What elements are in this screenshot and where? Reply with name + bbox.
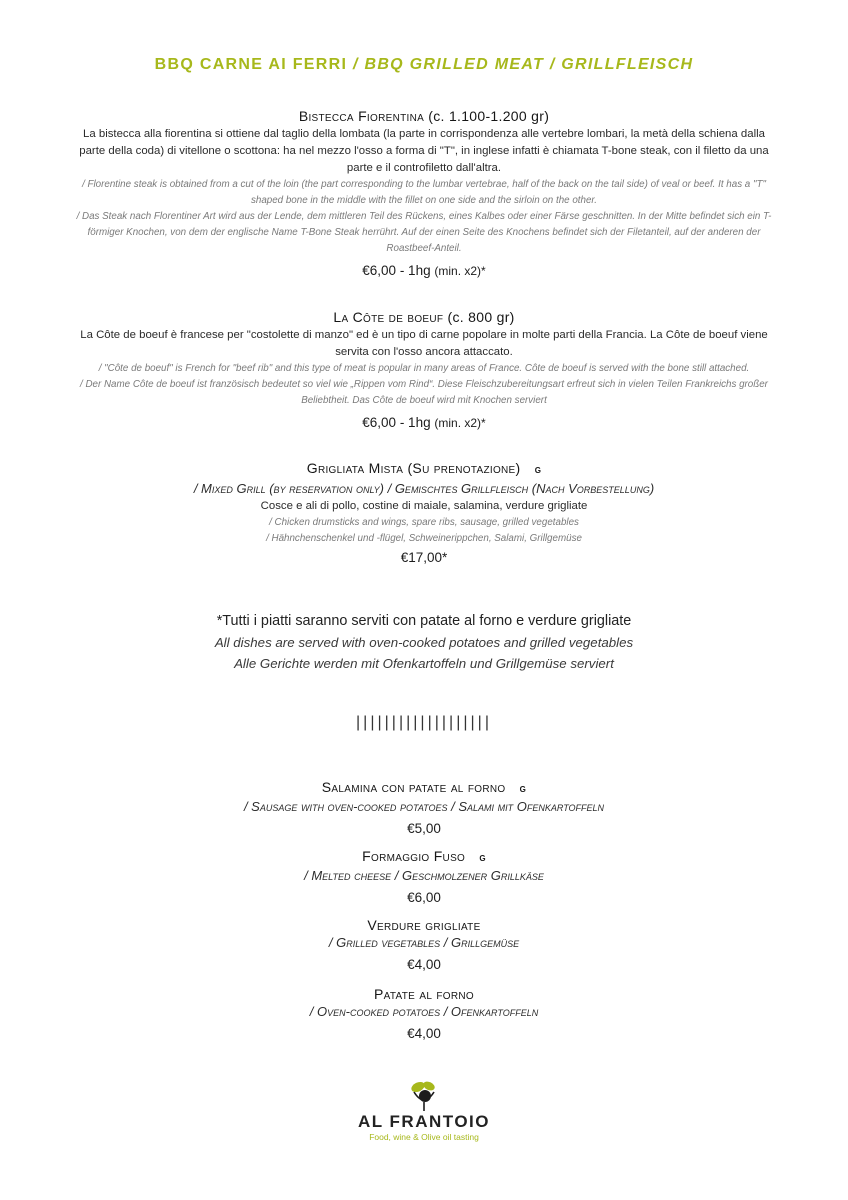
dish-description-it: La Côte de boeuf è francese per "costolette di manzo" ed è un tipo di carne popolare in molte parti della Francia. La Côte de boeuf viene servita con l'osso ancora attaccato. bbox=[80, 329, 768, 358]
dish-description-de: / Das Steak nach Florentiner Art wird aus der Lende, dem mittleren Teil des Rückens, eines Kalbes oder einer Färse geschnitten. In der Mitte befindet sich ein T-förmiger Knochen, von dem der englische Name T-Bone Steak herrührt. Auf der einen Seite des Knochens befindet sich der Filetanteil, auf der anderen der Roastbeef-Anteil. bbox=[76, 211, 772, 254]
dish-title: Grigliata Mista (Su prenotazione) bbox=[306, 460, 521, 476]
dish-description-en: / Florentine steak is obtained from a cut of the loin (the part corresponding to the lumbar vertebrae, half of the back on the tail side) of veal or beef. It has a "T" shaped bone in the middle with the fillet on one side and the sirloin on the other. bbox=[82, 179, 766, 206]
side-formaggio bbox=[0, 847, 848, 911]
side-title: Patate al forno bbox=[374, 986, 474, 1002]
dish-weight: (c. 1.100-1.200 gr) bbox=[428, 108, 550, 124]
dish-price bbox=[0, 415, 848, 430]
side-marker: g bbox=[519, 783, 527, 795]
price-value: €6,00 - 1hg bbox=[362, 263, 431, 278]
dish-grigliata-mista bbox=[0, 458, 848, 565]
dish-description-en: / "Côte de boeuf" is French for "beef rib" and this type of meat is popular in many areas of France. Côte de boeuf is served with the bone still attached. bbox=[98, 363, 750, 374]
side-patate bbox=[0, 985, 848, 1047]
price-value: €6,00 - 1hg bbox=[362, 415, 431, 430]
side-price: €4,00 bbox=[407, 957, 441, 972]
dish-bistecca bbox=[0, 106, 848, 278]
logo-tagline: Food, wine & Olive oil tasting bbox=[369, 1132, 479, 1142]
olive-glass-icon bbox=[404, 1078, 444, 1112]
side-marker: g bbox=[479, 852, 486, 864]
dish-subtitle: / Mixed Grill (by reservation only) / Gemischtes Grillfleisch (Nach Vorbestellung) bbox=[193, 481, 655, 496]
restaurant-logo bbox=[0, 1078, 848, 1142]
note-en: All dishes are served with oven-cooked potatoes and grilled vegetables bbox=[214, 635, 634, 650]
dish-description-de: / Hähnchenschenkel und -flügel, Schweinerippchen, Salami, Grillgemüse bbox=[266, 533, 582, 544]
dish-price: €17,00* bbox=[400, 550, 448, 565]
side-price: €5,00 bbox=[407, 821, 441, 836]
dish-cote-de-boeuf bbox=[0, 307, 848, 430]
dish-marker: g bbox=[534, 464, 542, 476]
dish-description-it: La bistecca alla fiorentina si ottiene dal taglio della lombata (la parte in corrispondenza alle vertebre lombari, la metà della schiena dalla parte della coda) di vitellone o scottona: ha nel mezzo l'osso a forma di "T", in inglese infatti è chiamata T-bone steak, con il filetto da una parte e il controfiletto dall'altra. bbox=[79, 128, 769, 174]
section-header bbox=[0, 56, 848, 74]
dish-description-it: Cosce e ali di pollo, costine di maiale, salamina, verdure grigliate bbox=[260, 500, 588, 512]
side-price: €4,00 bbox=[407, 1026, 441, 1041]
header-title-main: BBQ CARNE AI FERRI bbox=[154, 56, 348, 73]
side-subtitle: / Melted cheese / Geschmolzener Grillkäse bbox=[304, 868, 544, 883]
note-it: *Tutti i piatti saranno serviti con patate al forno e verdure grigliate bbox=[216, 613, 632, 629]
price-note: (min. x2)* bbox=[434, 264, 486, 278]
header-title-translations: / BBQ GRILLED MEAT / GRILLFLEISCH bbox=[347, 56, 694, 73]
dish-description-en: / Chicken drumsticks and wings, spare ribs, sausage, grilled vegetables bbox=[269, 517, 579, 528]
side-subtitle: / Sausage with oven-cooked potatoes / Salami mit Ofenkartoffeln bbox=[243, 799, 605, 814]
side-verdure bbox=[0, 916, 848, 978]
side-title: Verdure grigliate bbox=[367, 917, 481, 933]
dish-weight: (c. 800 gr) bbox=[447, 309, 515, 325]
side-subtitle: / Grilled vegetables / Grillgemüse bbox=[328, 935, 520, 950]
dish-title: La Côte de boeuf bbox=[333, 309, 444, 325]
dish-price bbox=[0, 263, 848, 278]
side-subtitle: / Oven-cooked potatoes / Ofenkartoffeln bbox=[309, 1004, 539, 1019]
side-title: Formaggio Fuso bbox=[362, 848, 466, 864]
dish-title: Bistecca Fiorentina bbox=[298, 108, 425, 124]
dish-description-de: / Der Name Côte de boeuf ist französisch bedeutet so viel wie „Rippen vom Rind“. Diese Fleischzubereitungsart erfreut sich in vielen Teilen Frankreichs großer Beliebtheit. Das Côte de boeuf wird mit Knochen serviert bbox=[80, 379, 768, 406]
side-price: €6,00 bbox=[407, 890, 441, 905]
divider: ||||||||||||||||||| bbox=[356, 714, 492, 731]
logo-name: AL FRANTOIO bbox=[357, 1112, 491, 1131]
side-salamina bbox=[0, 778, 848, 842]
price-note: (min. x2)* bbox=[434, 416, 486, 430]
serving-note bbox=[0, 610, 848, 674]
note-de: Alle Gerichte werden mit Ofenkartoffeln und Grillgemüse serviert bbox=[234, 656, 614, 671]
side-title: Salamina con patate al forno bbox=[321, 779, 506, 795]
